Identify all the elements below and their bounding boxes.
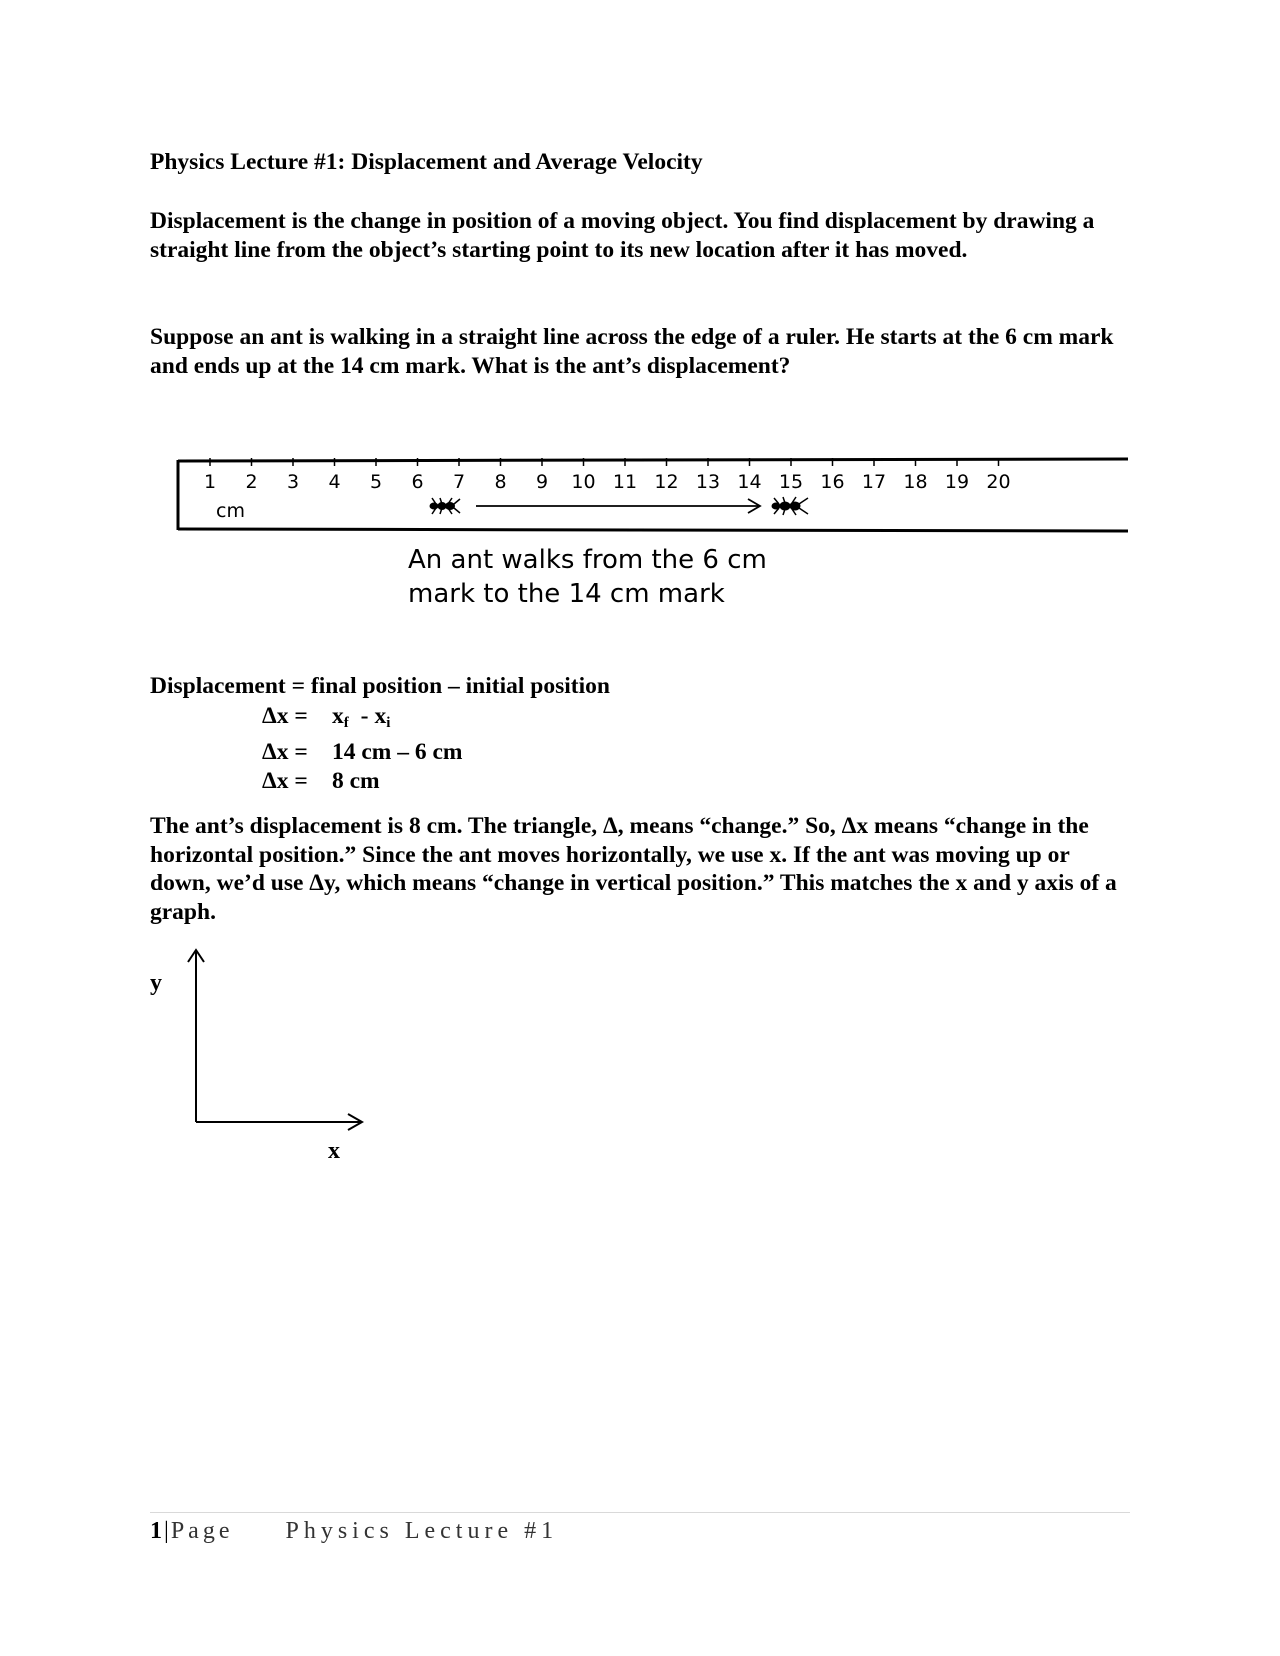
footer-page-word: Page — [170, 1518, 234, 1544]
ruler-body — [178, 459, 1128, 531]
page-number: 1 — [150, 1518, 162, 1544]
ruler-tick-label: 15 — [778, 471, 804, 493]
ant-start-icon — [430, 498, 460, 514]
footer-separator: | — [164, 1518, 169, 1544]
footer-divider — [150, 1512, 1130, 1513]
ruler-tick-label: 11 — [612, 471, 638, 493]
page-footer — [150, 1518, 558, 1545]
delta-explanation: The ant’s displacement is 8 cm. The triangle, Δ, means “change.” So, Δx means “change in the horizontal position.” Since the ant moves horizontally, we use x. If the ant was moving up or down, we’d use Δy, which means “change in vertical position.” This matches the x and y axis of a graph. — [150, 813, 1117, 925]
displacement-definition: Displacement is the change in position of a moving object. You find displacement by drawing a straight line from the object’s starting point to its new location after it has moved. — [150, 208, 1095, 263]
ruler-tick-label: 8 — [494, 471, 507, 493]
ruler-tick-label: 17 — [861, 471, 887, 493]
ant-end-icon — [772, 497, 808, 515]
footer-lecture-title: Physics Lecture #1 — [285, 1518, 559, 1544]
displacement-formula-heading: Displacement = final position – initial position — [150, 673, 610, 699]
ruler-tick-label: 7 — [452, 471, 466, 493]
x-axis-label: x — [328, 1138, 340, 1164]
ruler-tick-label: 1 — [203, 471, 217, 493]
motion-arrow — [476, 499, 760, 513]
ruler-caption-line-2: mark to the 14 cm mark — [408, 579, 725, 609]
ruler-tick-label: 14 — [737, 471, 762, 493]
displacement-calculation — [262, 702, 463, 796]
ruler-tick-label: 12 — [654, 471, 679, 493]
ruler-tick-label: 10 — [571, 471, 596, 493]
page-title: Physics Lecture #1: Displacement and Average Velocity — [150, 149, 703, 175]
ruler-tick-label: 16 — [820, 471, 845, 493]
xy-axes-diagram — [140, 940, 380, 1170]
ruler-unit-label: cm — [216, 500, 245, 522]
equation-line-substituted: Δx = 14 cm – 6 cm — [262, 739, 463, 765]
ruler-tick-label: 6 — [411, 471, 424, 493]
ruler-tick-label: 13 — [695, 471, 721, 493]
ruler-tick-label: 2 — [245, 471, 258, 493]
ant-problem-statement: Suppose an ant is walking in a straight line across the edge of a ruler. He starts at the 6 cm mark and ends up at the 14 cm mark. What is the ant’s displacement? — [150, 324, 1114, 379]
ruler-tick-label: 18 — [903, 471, 928, 493]
equation-line-result: Δx = 8 cm — [262, 768, 380, 794]
ruler-tick-label: 5 — [369, 471, 383, 493]
ruler-tick-label: 9 — [535, 471, 549, 493]
ruler-tick-label: 4 — [328, 471, 341, 493]
ruler-tick-label: 20 — [986, 471, 1011, 493]
ruler-tick-label: 19 — [944, 471, 970, 493]
ruler-tick-label: 3 — [286, 471, 300, 493]
ruler-caption-line-1: An ant walks from the 6 cm — [408, 545, 767, 575]
equation-line-symbolic: Δx = xf - xi — [262, 703, 391, 731]
ruler-illustration — [176, 452, 1136, 632]
y-axis-label: y — [150, 970, 162, 996]
ruler-tick-labels — [204, 471, 1011, 493]
